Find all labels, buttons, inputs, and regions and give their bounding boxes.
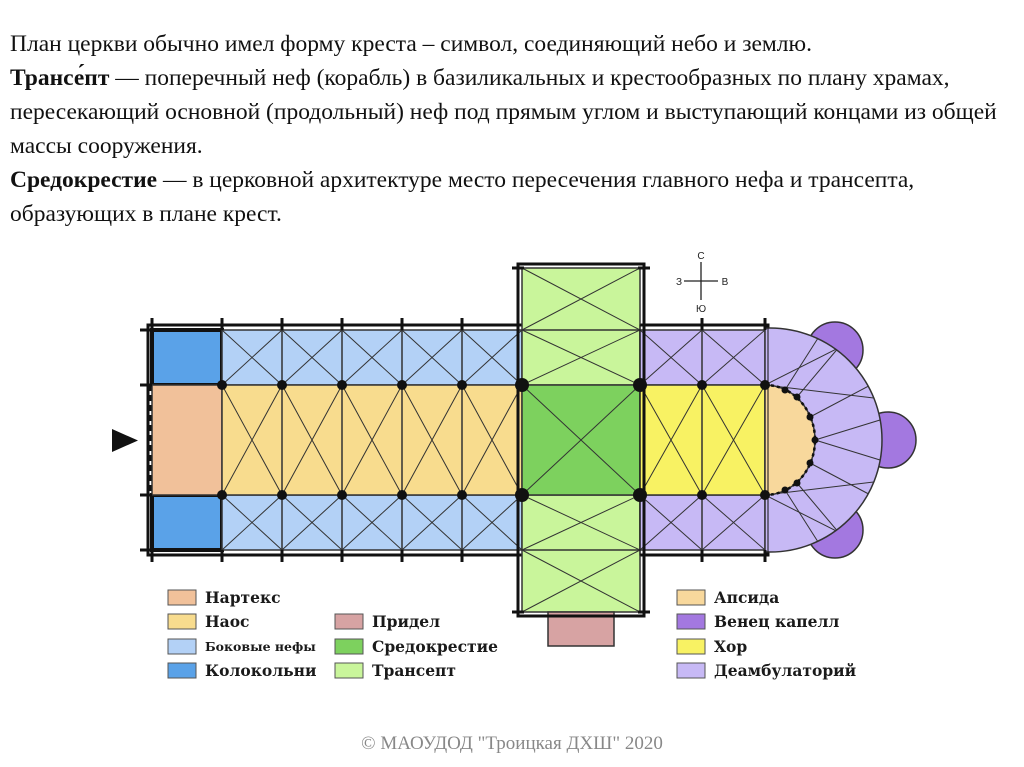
compass-south-label: Ю (695, 304, 707, 315)
legend-item-radiating-chapels (677, 612, 839, 631)
svg-text:Трансепт: Трансепт (372, 661, 457, 680)
entrance-arrow-icon (112, 429, 138, 452)
legend-item-choir (677, 637, 747, 656)
narthex (152, 385, 222, 495)
compass-north-label: С (697, 251, 705, 262)
legend-item-side-aisles (168, 639, 316, 654)
compass-west-label: З (675, 277, 683, 288)
bell-tower-north (152, 330, 222, 385)
legend-item-naos (168, 612, 249, 631)
intro-text: План церкви обычно имел форму креста – символ, соединяющий небо и землю. (10, 31, 812, 57)
svg-text:Придел: Придел (372, 612, 441, 631)
svg-text:Апсида: Апсида (714, 588, 780, 607)
svg-text:Деамбулаторий: Деамбулаторий (714, 661, 857, 680)
legend (168, 588, 856, 680)
legend-item-transept (335, 661, 456, 680)
svg-text:Хор: Хор (714, 637, 748, 656)
transept-term: Трансе́пт (10, 65, 110, 91)
transept-south-arm (522, 495, 640, 612)
compass-icon (676, 251, 729, 315)
crossing-text: — в церковной архитектуре место пересечения главного нефа и трансепта, образующих в плане крест. (10, 167, 915, 227)
svg-text:Боковые нефы: Боковые нефы (205, 639, 316, 654)
legend-item-bell-tower (168, 661, 317, 680)
svg-text:Средокрестие: Средокрестие (372, 637, 498, 656)
legend-item-crossing (335, 637, 498, 656)
legend-item-narthex (168, 588, 281, 607)
svg-text:Колокольни: Колокольни (205, 661, 317, 680)
legend-item-apse (677, 588, 779, 607)
legend-item-ambulatory (677, 661, 856, 680)
footer-copyright: © МАОУДОД "Троицкая ДХШ" 2020 (361, 733, 663, 754)
svg-text:Венец капелл: Венец капелл (714, 612, 840, 631)
transept-text: — поперечный неф (корабль) в базиликальных и крестообразных по плану храмах, пересекающий основной (продольный) неф под прямым углом и выступающий концами из общей массы сооружения. (10, 65, 997, 159)
crossing-term: Средокрестие (10, 167, 158, 193)
svg-text:Наос: Наос (205, 612, 250, 631)
bell-tower-south (152, 495, 222, 550)
compass-east-label: В (721, 277, 729, 288)
transept-north-arm (522, 268, 640, 385)
svg-text:Нартекс: Нартекс (205, 588, 281, 607)
legend-item-side-chapel (335, 612, 440, 631)
